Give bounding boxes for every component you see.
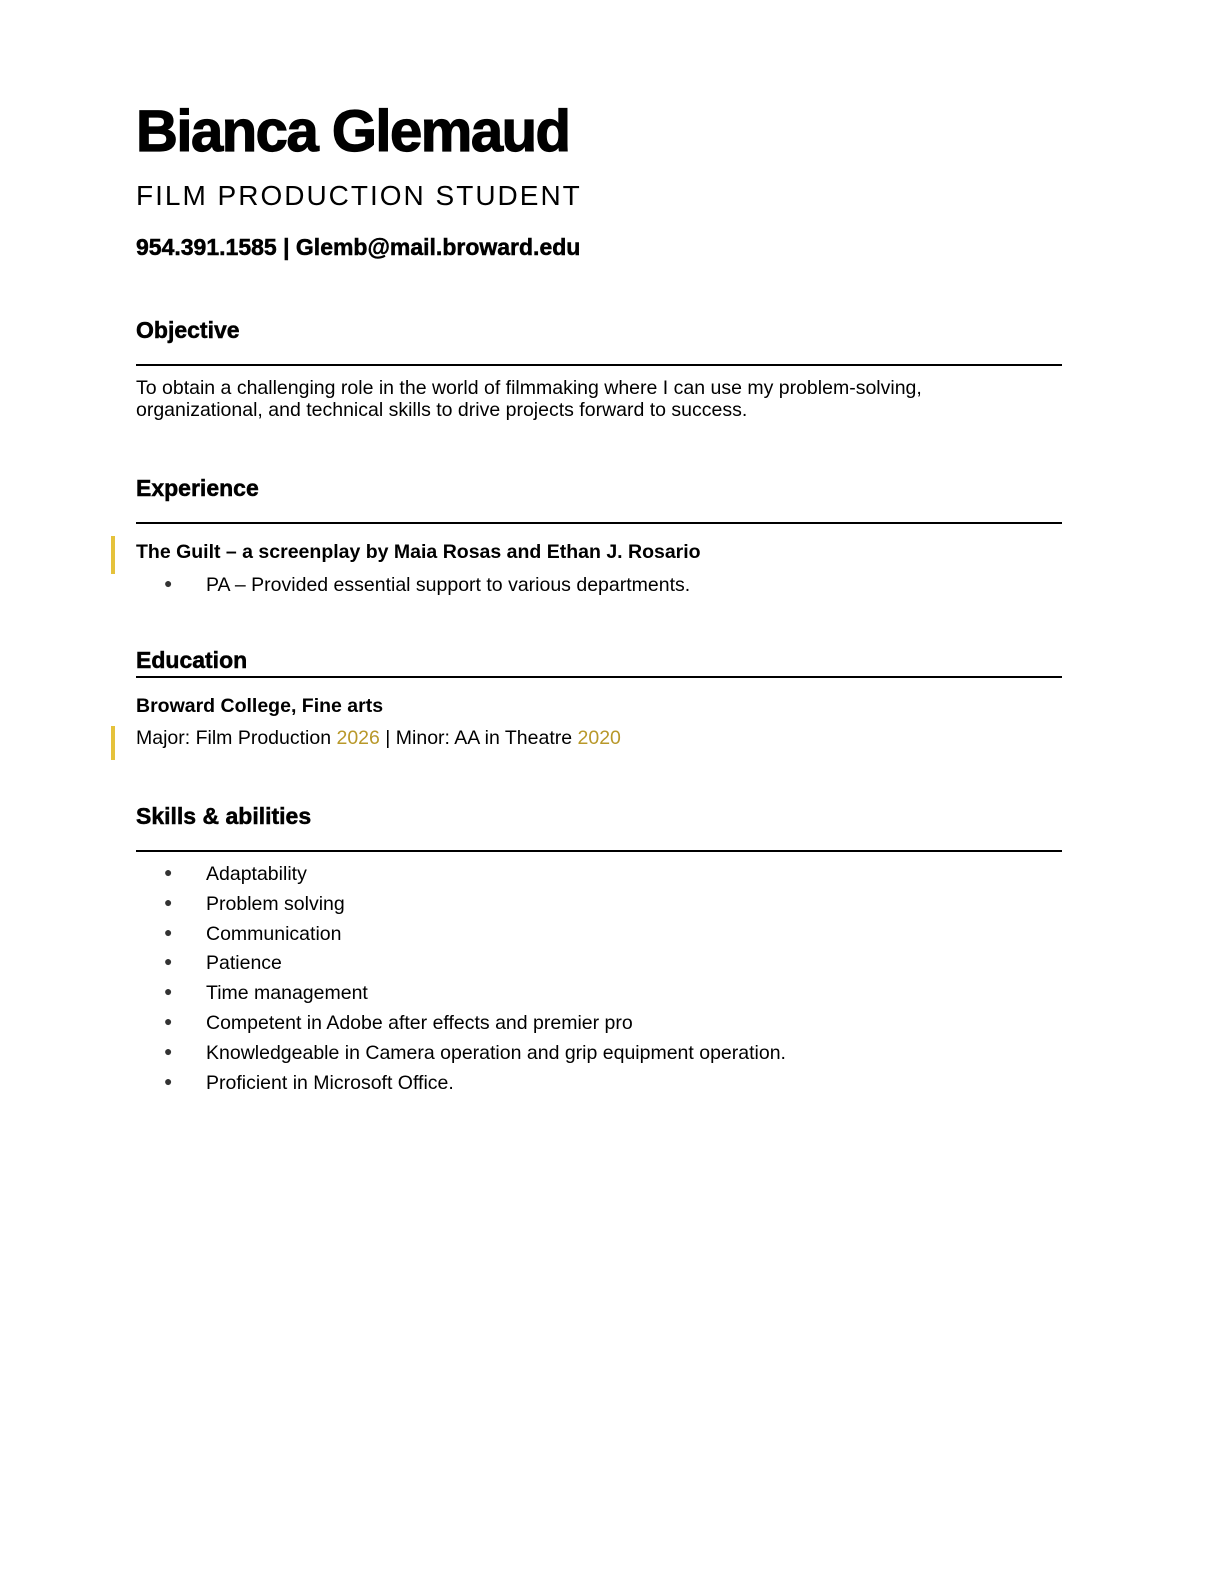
list-item: ● PA – Provided essential support to various departments. — [136, 571, 690, 601]
list-item: ● Adaptability — [136, 860, 786, 890]
school-name: Broward College, Fine arts — [136, 695, 384, 717]
candidate-name: Bianca Glemaud — [136, 99, 570, 164]
major-label: Major: Film Production — [136, 727, 337, 749]
skills-list — [136, 860, 786, 1098]
bullet-icon: ● — [164, 864, 173, 880]
list-item: ● Communication — [136, 920, 786, 950]
list-item: ● Competent in Adobe after effects and premier pro — [136, 1009, 786, 1039]
bullet-icon: ● — [164, 893, 173, 910]
skills-divider — [136, 850, 1062, 852]
objective-divider — [136, 364, 1062, 366]
minor-label: | Minor: AA in Theatre — [379, 727, 578, 749]
objective-text — [136, 377, 1036, 421]
bullet-icon: ● — [164, 953, 173, 970]
objective-line-2: organizational, and technical skills to drive projects forward to success. — [136, 399, 748, 421]
experience-accent-bar — [111, 536, 115, 574]
bullet-icon: ● — [164, 1042, 173, 1059]
list-item: ● Patience — [136, 949, 786, 979]
experience-divider — [136, 522, 1062, 524]
skills-heading: Skills & abilities — [136, 803, 312, 829]
bullet-icon: ● — [164, 575, 173, 591]
bullet-icon: ● — [164, 983, 173, 1000]
list-item: ● Time management — [136, 979, 786, 1009]
education-divider — [136, 676, 1062, 678]
major-year: 2026 — [336, 727, 380, 749]
job-title: The Guilt – a screenplay by Maia Rosas and Ethan J. Rosario — [136, 541, 701, 563]
list-item: ● Proficient in Microsoft Office. — [136, 1069, 786, 1099]
list-item: ● Problem solving — [136, 890, 786, 920]
bullet-icon: ● — [164, 923, 173, 940]
objective-line-1: To obtain a challenging role in the world of filmmaking where I can use my problem-solving, — [136, 377, 922, 399]
candidate-title: FILM PRODUCTION STUDENT — [136, 180, 582, 211]
experience-bullet-list — [136, 571, 690, 601]
list-item: ● Knowledgeable in Camera operation and grip equipment operation. — [136, 1039, 786, 1069]
bullet-icon: ● — [164, 1072, 173, 1089]
objective-heading: Objective — [136, 317, 240, 343]
degree-line — [136, 726, 621, 750]
contact-info: 954.391.1585 | Glemb@mail.broward.edu — [136, 234, 581, 260]
bullet-icon: ● — [164, 1012, 173, 1029]
experience-heading: Experience — [136, 475, 259, 501]
education-accent-bar — [111, 726, 115, 760]
minor-year: 2020 — [577, 727, 621, 749]
education-heading: Education — [136, 647, 248, 673]
